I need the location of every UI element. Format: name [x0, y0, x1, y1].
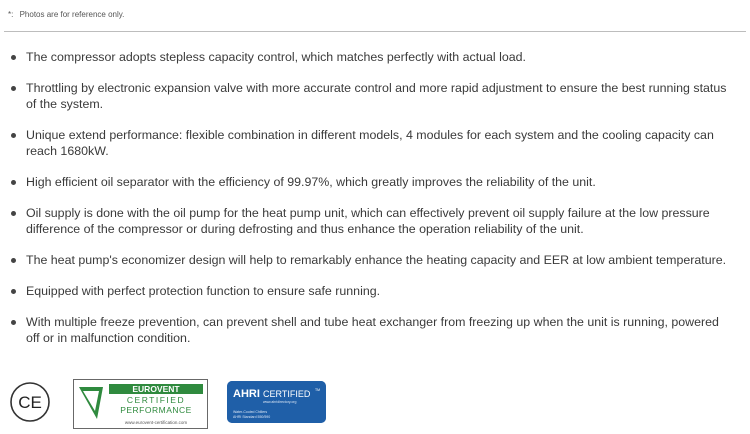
feature-text: The heat pump's economizer design will help to remarkably enhance the heating capacity and EER at low ambient temperature.: [26, 253, 727, 267]
note-text: Photos are for reference only.: [19, 10, 125, 19]
feature-item: [0, 49, 750, 65]
feature-text: Throttling by electronic expansion valve with more accurate control and more rapid adjustment to ensure the best running status of the system.: [26, 81, 727, 111]
ahri-sub: www.ahridirectory.org: [263, 400, 297, 404]
feature-item: [0, 174, 750, 190]
feature-item: [0, 314, 750, 346]
feature-text: The compressor adopts stepless capacity control, which matches perfectly with actual load.: [26, 50, 526, 64]
ce-text: CE: [18, 393, 42, 412]
eurovent-url: www.eurovent-certification.com: [124, 420, 188, 425]
feature-text: Unique extend performance: flexible combination in different models, 4 modules for each system and the cooling capacity can reach 1680kW.: [26, 128, 714, 158]
feature-item: [0, 205, 750, 237]
bullet-icon: [11, 55, 16, 60]
feature-text: High efficient oil separator with the efficiency of 99.97%, which greatly improves the reliability of the unit.: [26, 175, 596, 189]
divider: [4, 31, 746, 32]
ahri-certified-logo: [227, 381, 326, 423]
eurovent-line2: CERTIFIED: [126, 395, 186, 405]
bullet-icon: [11, 320, 16, 325]
feature-list: [0, 49, 750, 361]
feature-text: Equipped with perfect protection function to ensure safe running.: [26, 284, 381, 298]
ahri-brand: AHRI: [233, 388, 260, 400]
eurovent-line3: PERFORMANCE: [120, 405, 192, 415]
bullet-icon: [11, 289, 16, 294]
bullet-icon: [11, 180, 16, 185]
ahri-fine1: Water-Cooled Chillers: [233, 410, 268, 414]
bullet-icon: [11, 211, 16, 216]
ahri-fine2: AHRI Standard 550/590: [233, 415, 271, 419]
bullet-icon: [11, 86, 16, 91]
note-marker: *:: [8, 10, 14, 19]
reference-note: [8, 10, 124, 19]
ahri-tm: TM: [315, 388, 321, 392]
ce-mark-icon: [10, 382, 50, 422]
bullet-icon: [11, 133, 16, 138]
ahri-label: CERTIFIED: [263, 389, 311, 399]
eurovent-logo: [73, 379, 208, 429]
feature-item: [0, 252, 750, 268]
feature-item: [0, 80, 750, 112]
feature-item: [0, 127, 750, 159]
certification-logos: [0, 374, 750, 432]
feature-item: [0, 283, 750, 299]
eurovent-line1: EUROVENT: [132, 384, 180, 394]
bullet-icon: [11, 258, 16, 263]
feature-text: Oil supply is done with the oil pump for the heat pump unit, which can effectively prevent oil supply failure at the low pressure difference of the compressor or during defrosting and thus enhance the operation reliability of the unit.: [26, 206, 710, 236]
feature-text: With multiple freeze prevention, can prevent shell and tube heat exchanger from freezing up when the unit is running, powered off or in malfunction condition.: [26, 315, 719, 345]
